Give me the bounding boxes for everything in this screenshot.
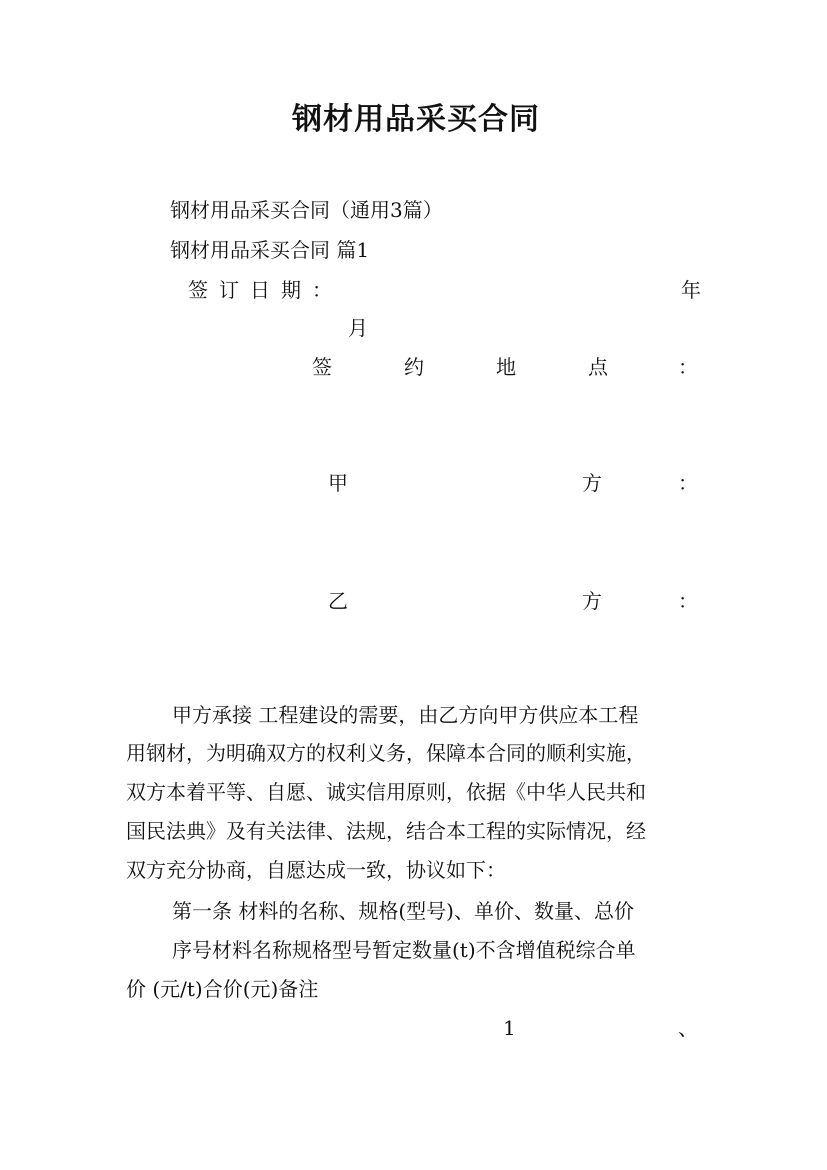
party-b-colon: ： bbox=[678, 589, 698, 613]
sign-date-label: 签订日期： bbox=[188, 278, 343, 302]
table-header-line: 价 (元/t)合价(元)备注 bbox=[126, 977, 319, 1001]
row-index: 1 bbox=[503, 1016, 516, 1040]
body-line: 双方充分协商，自愿达成一致，协议如下： bbox=[126, 858, 506, 882]
body-line: 双方本着平等、自愿、诚实信用原则，依据《中华人民共和 bbox=[126, 780, 646, 804]
party-a-char-2: 方 bbox=[582, 471, 602, 495]
sign-place-colon: ： bbox=[678, 355, 698, 379]
party-a-char-1: 甲 bbox=[328, 471, 348, 495]
party-b-char-1: 乙 bbox=[328, 589, 348, 613]
body-line: 甲方承接 工程建设的需要，由乙方向甲方供应本工程 bbox=[172, 703, 639, 727]
part-heading: 钢材用品采买合同 篇1 bbox=[170, 238, 370, 262]
document-subtitle: 钢材用品采买合同（通用3篇） bbox=[170, 198, 443, 222]
document-title: 钢材用品采买合同 bbox=[292, 102, 540, 137]
sign-place-char-4: 点 bbox=[588, 355, 608, 379]
party-b-char-2: 方 bbox=[582, 589, 602, 613]
article-1-heading: 第一条 材料的名称、规格(型号)、单价、数量、总价 bbox=[172, 899, 634, 923]
sign-date-year: 年 bbox=[681, 278, 701, 302]
row-separator: 、 bbox=[678, 1016, 698, 1040]
table-header-line: 序号材料名称规格型号暂定数量(t)不含增值税综合单 bbox=[172, 938, 636, 962]
body-line: 国民法典》及有关法律、法规，结合本工程的实际情况，经 bbox=[126, 819, 646, 843]
sign-place-char-1: 签 bbox=[312, 355, 332, 379]
sign-date-month: 月 bbox=[348, 316, 368, 340]
sign-place-char-2: 约 bbox=[404, 355, 424, 379]
sign-place-char-3: 地 bbox=[496, 355, 516, 379]
body-line: 用钢材，为明确双方的权利义务，保障本合同的顺利实施， bbox=[126, 741, 646, 765]
party-a-colon: ： bbox=[678, 471, 698, 495]
